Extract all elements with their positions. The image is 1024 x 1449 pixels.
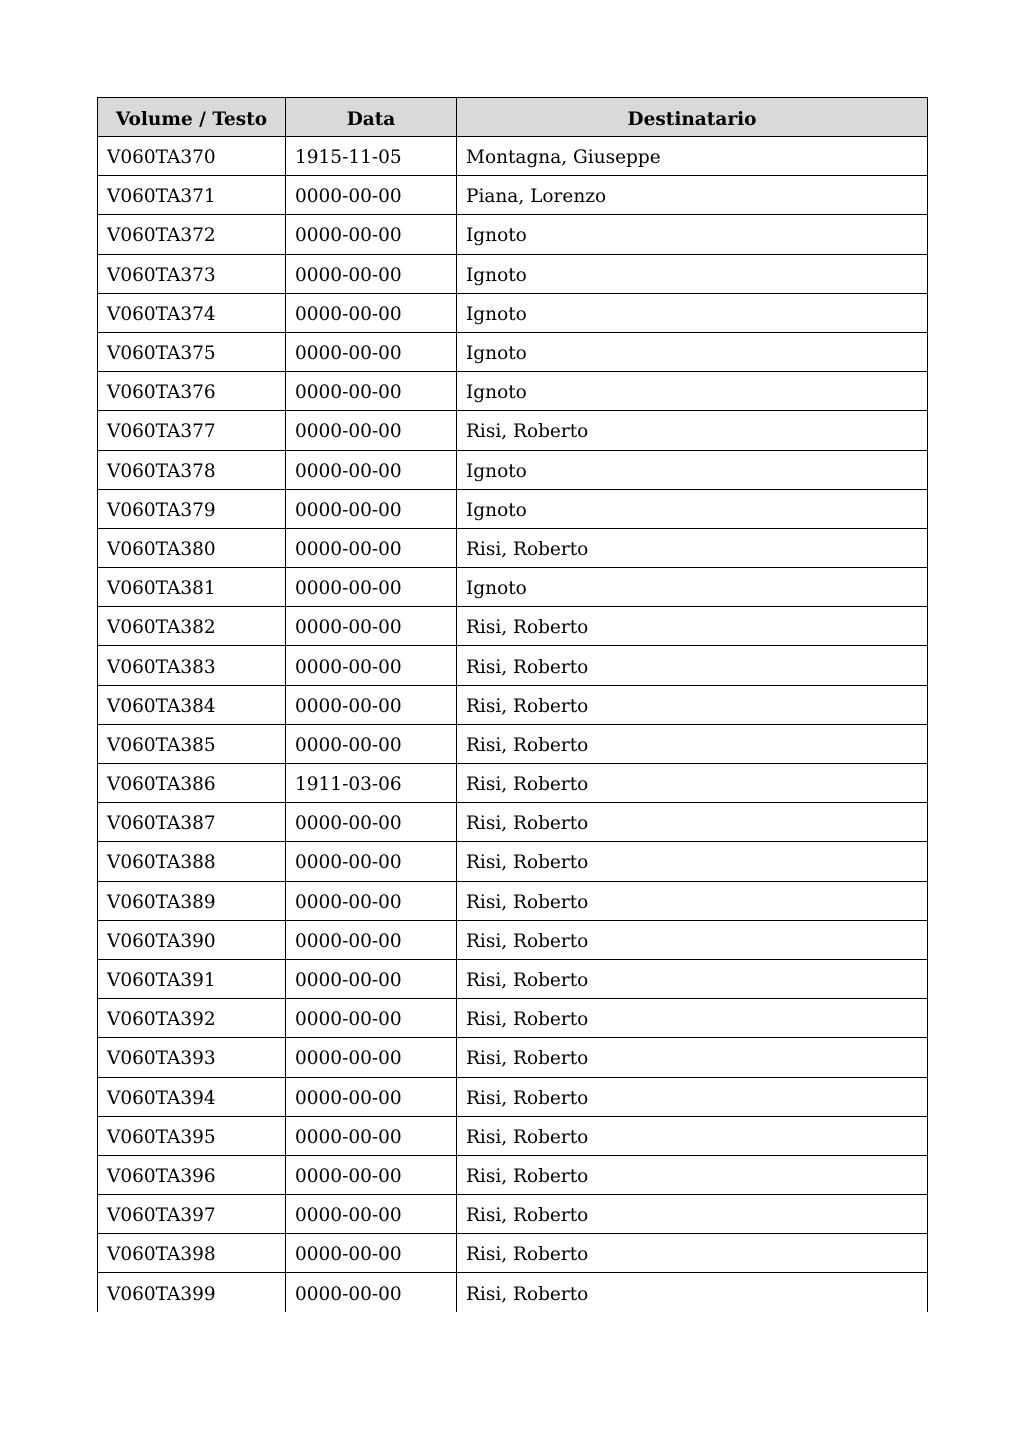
cell-volume-testo: V060TA397 [98, 1195, 286, 1234]
cell-data: 0000-00-00 [286, 450, 457, 489]
table-row [98, 137, 928, 176]
table-row [98, 1116, 928, 1155]
table-row [98, 920, 928, 959]
cell-data: 0000-00-00 [286, 646, 457, 685]
cell-volume-testo: V060TA393 [98, 1038, 286, 1077]
cell-destinatario: Risi, Roberto [457, 999, 928, 1038]
table-row [98, 293, 928, 332]
header-data: Data [286, 98, 457, 137]
cell-data: 0000-00-00 [286, 293, 457, 332]
header-volume-testo: Volume / Testo [98, 98, 286, 137]
cell-volume-testo: V060TA392 [98, 999, 286, 1038]
cell-volume-testo: V060TA370 [98, 137, 286, 176]
cell-data: 0000-00-00 [286, 528, 457, 567]
cell-data: 0000-00-00 [286, 1273, 457, 1312]
cell-destinatario: Ignoto [457, 450, 928, 489]
cell-volume-testo: V060TA374 [98, 293, 286, 332]
cell-destinatario: Risi, Roberto [457, 1077, 928, 1116]
cell-destinatario: Montagna, Giuseppe [457, 137, 928, 176]
cell-volume-testo: V060TA386 [98, 764, 286, 803]
cell-destinatario: Risi, Roberto [457, 881, 928, 920]
table-row [98, 764, 928, 803]
cell-volume-testo: V060TA399 [98, 1273, 286, 1312]
table-row [98, 1038, 928, 1077]
cell-data: 0000-00-00 [286, 1155, 457, 1194]
cell-destinatario: Risi, Roberto [457, 1155, 928, 1194]
cell-volume-testo: V060TA391 [98, 959, 286, 998]
cell-data: 0000-00-00 [286, 842, 457, 881]
header-row [98, 98, 928, 137]
table-row [98, 1273, 928, 1312]
cell-volume-testo: V060TA372 [98, 215, 286, 254]
cell-volume-testo: V060TA378 [98, 450, 286, 489]
cell-destinatario: Risi, Roberto [457, 803, 928, 842]
table-row [98, 724, 928, 763]
cell-data: 0000-00-00 [286, 1116, 457, 1155]
table-row [98, 332, 928, 371]
cell-destinatario: Risi, Roberto [457, 724, 928, 763]
cell-data: 0000-00-00 [286, 176, 457, 215]
table-row [98, 568, 928, 607]
cell-data: 0000-00-00 [286, 411, 457, 450]
cell-destinatario: Risi, Roberto [457, 1038, 928, 1077]
cell-destinatario: Risi, Roberto [457, 1116, 928, 1155]
cell-destinatario: Risi, Roberto [457, 920, 928, 959]
table-row [98, 1155, 928, 1194]
cell-destinatario: Ignoto [457, 489, 928, 528]
cell-destinatario: Risi, Roberto [457, 1195, 928, 1234]
cell-volume-testo: V060TA390 [98, 920, 286, 959]
cell-volume-testo: V060TA380 [98, 528, 286, 567]
cell-destinatario: Ignoto [457, 372, 928, 411]
cell-destinatario: Risi, Roberto [457, 646, 928, 685]
table-row [98, 489, 928, 528]
table-header [98, 98, 928, 137]
cell-volume-testo: V060TA381 [98, 568, 286, 607]
cell-volume-testo: V060TA377 [98, 411, 286, 450]
cell-volume-testo: V060TA376 [98, 372, 286, 411]
cell-data: 0000-00-00 [286, 489, 457, 528]
cell-volume-testo: V060TA387 [98, 803, 286, 842]
cell-data: 0000-00-00 [286, 215, 457, 254]
table-row [98, 528, 928, 567]
table-row [98, 176, 928, 215]
cell-destinatario: Risi, Roberto [457, 959, 928, 998]
cell-data: 0000-00-00 [286, 999, 457, 1038]
cell-volume-testo: V060TA389 [98, 881, 286, 920]
cell-destinatario: Risi, Roberto [457, 528, 928, 567]
cell-destinatario: Risi, Roberto [457, 1234, 928, 1273]
cell-data: 0000-00-00 [286, 568, 457, 607]
table-row [98, 842, 928, 881]
letters-table [97, 97, 928, 1312]
cell-destinatario: Risi, Roberto [457, 764, 928, 803]
table-row [98, 411, 928, 450]
table-row [98, 1195, 928, 1234]
cell-data: 0000-00-00 [286, 1195, 457, 1234]
table-row [98, 881, 928, 920]
cell-data: 0000-00-00 [286, 1077, 457, 1116]
table-row [98, 607, 928, 646]
cell-destinatario: Risi, Roberto [457, 842, 928, 881]
table-row [98, 999, 928, 1038]
cell-data: 0000-00-00 [286, 254, 457, 293]
cell-data: 0000-00-00 [286, 1038, 457, 1077]
cell-data: 0000-00-00 [286, 607, 457, 646]
table-row [98, 646, 928, 685]
table-row [98, 450, 928, 489]
cell-destinatario: Risi, Roberto [457, 411, 928, 450]
table-row [98, 803, 928, 842]
table-row [98, 215, 928, 254]
cell-volume-testo: V060TA379 [98, 489, 286, 528]
cell-destinatario: Ignoto [457, 293, 928, 332]
cell-data: 0000-00-00 [286, 959, 457, 998]
cell-volume-testo: V060TA388 [98, 842, 286, 881]
cell-data: 1911-03-06 [286, 764, 457, 803]
cell-destinatario: Piana, Lorenzo [457, 176, 928, 215]
cell-destinatario: Ignoto [457, 332, 928, 371]
cell-volume-testo: V060TA385 [98, 724, 286, 763]
cell-data: 0000-00-00 [286, 372, 457, 411]
cell-destinatario: Ignoto [457, 254, 928, 293]
cell-volume-testo: V060TA398 [98, 1234, 286, 1273]
cell-destinatario: Risi, Roberto [457, 685, 928, 724]
cell-volume-testo: V060TA384 [98, 685, 286, 724]
cell-volume-testo: V060TA373 [98, 254, 286, 293]
cell-destinatario: Ignoto [457, 568, 928, 607]
table-row [98, 372, 928, 411]
cell-volume-testo: V060TA382 [98, 607, 286, 646]
header-destinatario: Destinatario [457, 98, 928, 137]
cell-data: 0000-00-00 [286, 803, 457, 842]
table-row [98, 1234, 928, 1273]
cell-data: 0000-00-00 [286, 724, 457, 763]
cell-volume-testo: V060TA371 [98, 176, 286, 215]
cell-volume-testo: V060TA394 [98, 1077, 286, 1116]
cell-volume-testo: V060TA396 [98, 1155, 286, 1194]
cell-data: 1915-11-05 [286, 137, 457, 176]
cell-destinatario: Risi, Roberto [457, 607, 928, 646]
cell-data: 0000-00-00 [286, 920, 457, 959]
table-row [98, 959, 928, 998]
cell-data: 0000-00-00 [286, 1234, 457, 1273]
table-row [98, 1077, 928, 1116]
table-row [98, 254, 928, 293]
cell-data: 0000-00-00 [286, 332, 457, 371]
cell-data: 0000-00-00 [286, 881, 457, 920]
cell-destinatario: Risi, Roberto [457, 1273, 928, 1312]
cell-volume-testo: V060TA375 [98, 332, 286, 371]
cell-destinatario: Ignoto [457, 215, 928, 254]
cell-data: 0000-00-00 [286, 685, 457, 724]
table-body [98, 137, 928, 1313]
cell-volume-testo: V060TA383 [98, 646, 286, 685]
table-row [98, 685, 928, 724]
cell-volume-testo: V060TA395 [98, 1116, 286, 1155]
